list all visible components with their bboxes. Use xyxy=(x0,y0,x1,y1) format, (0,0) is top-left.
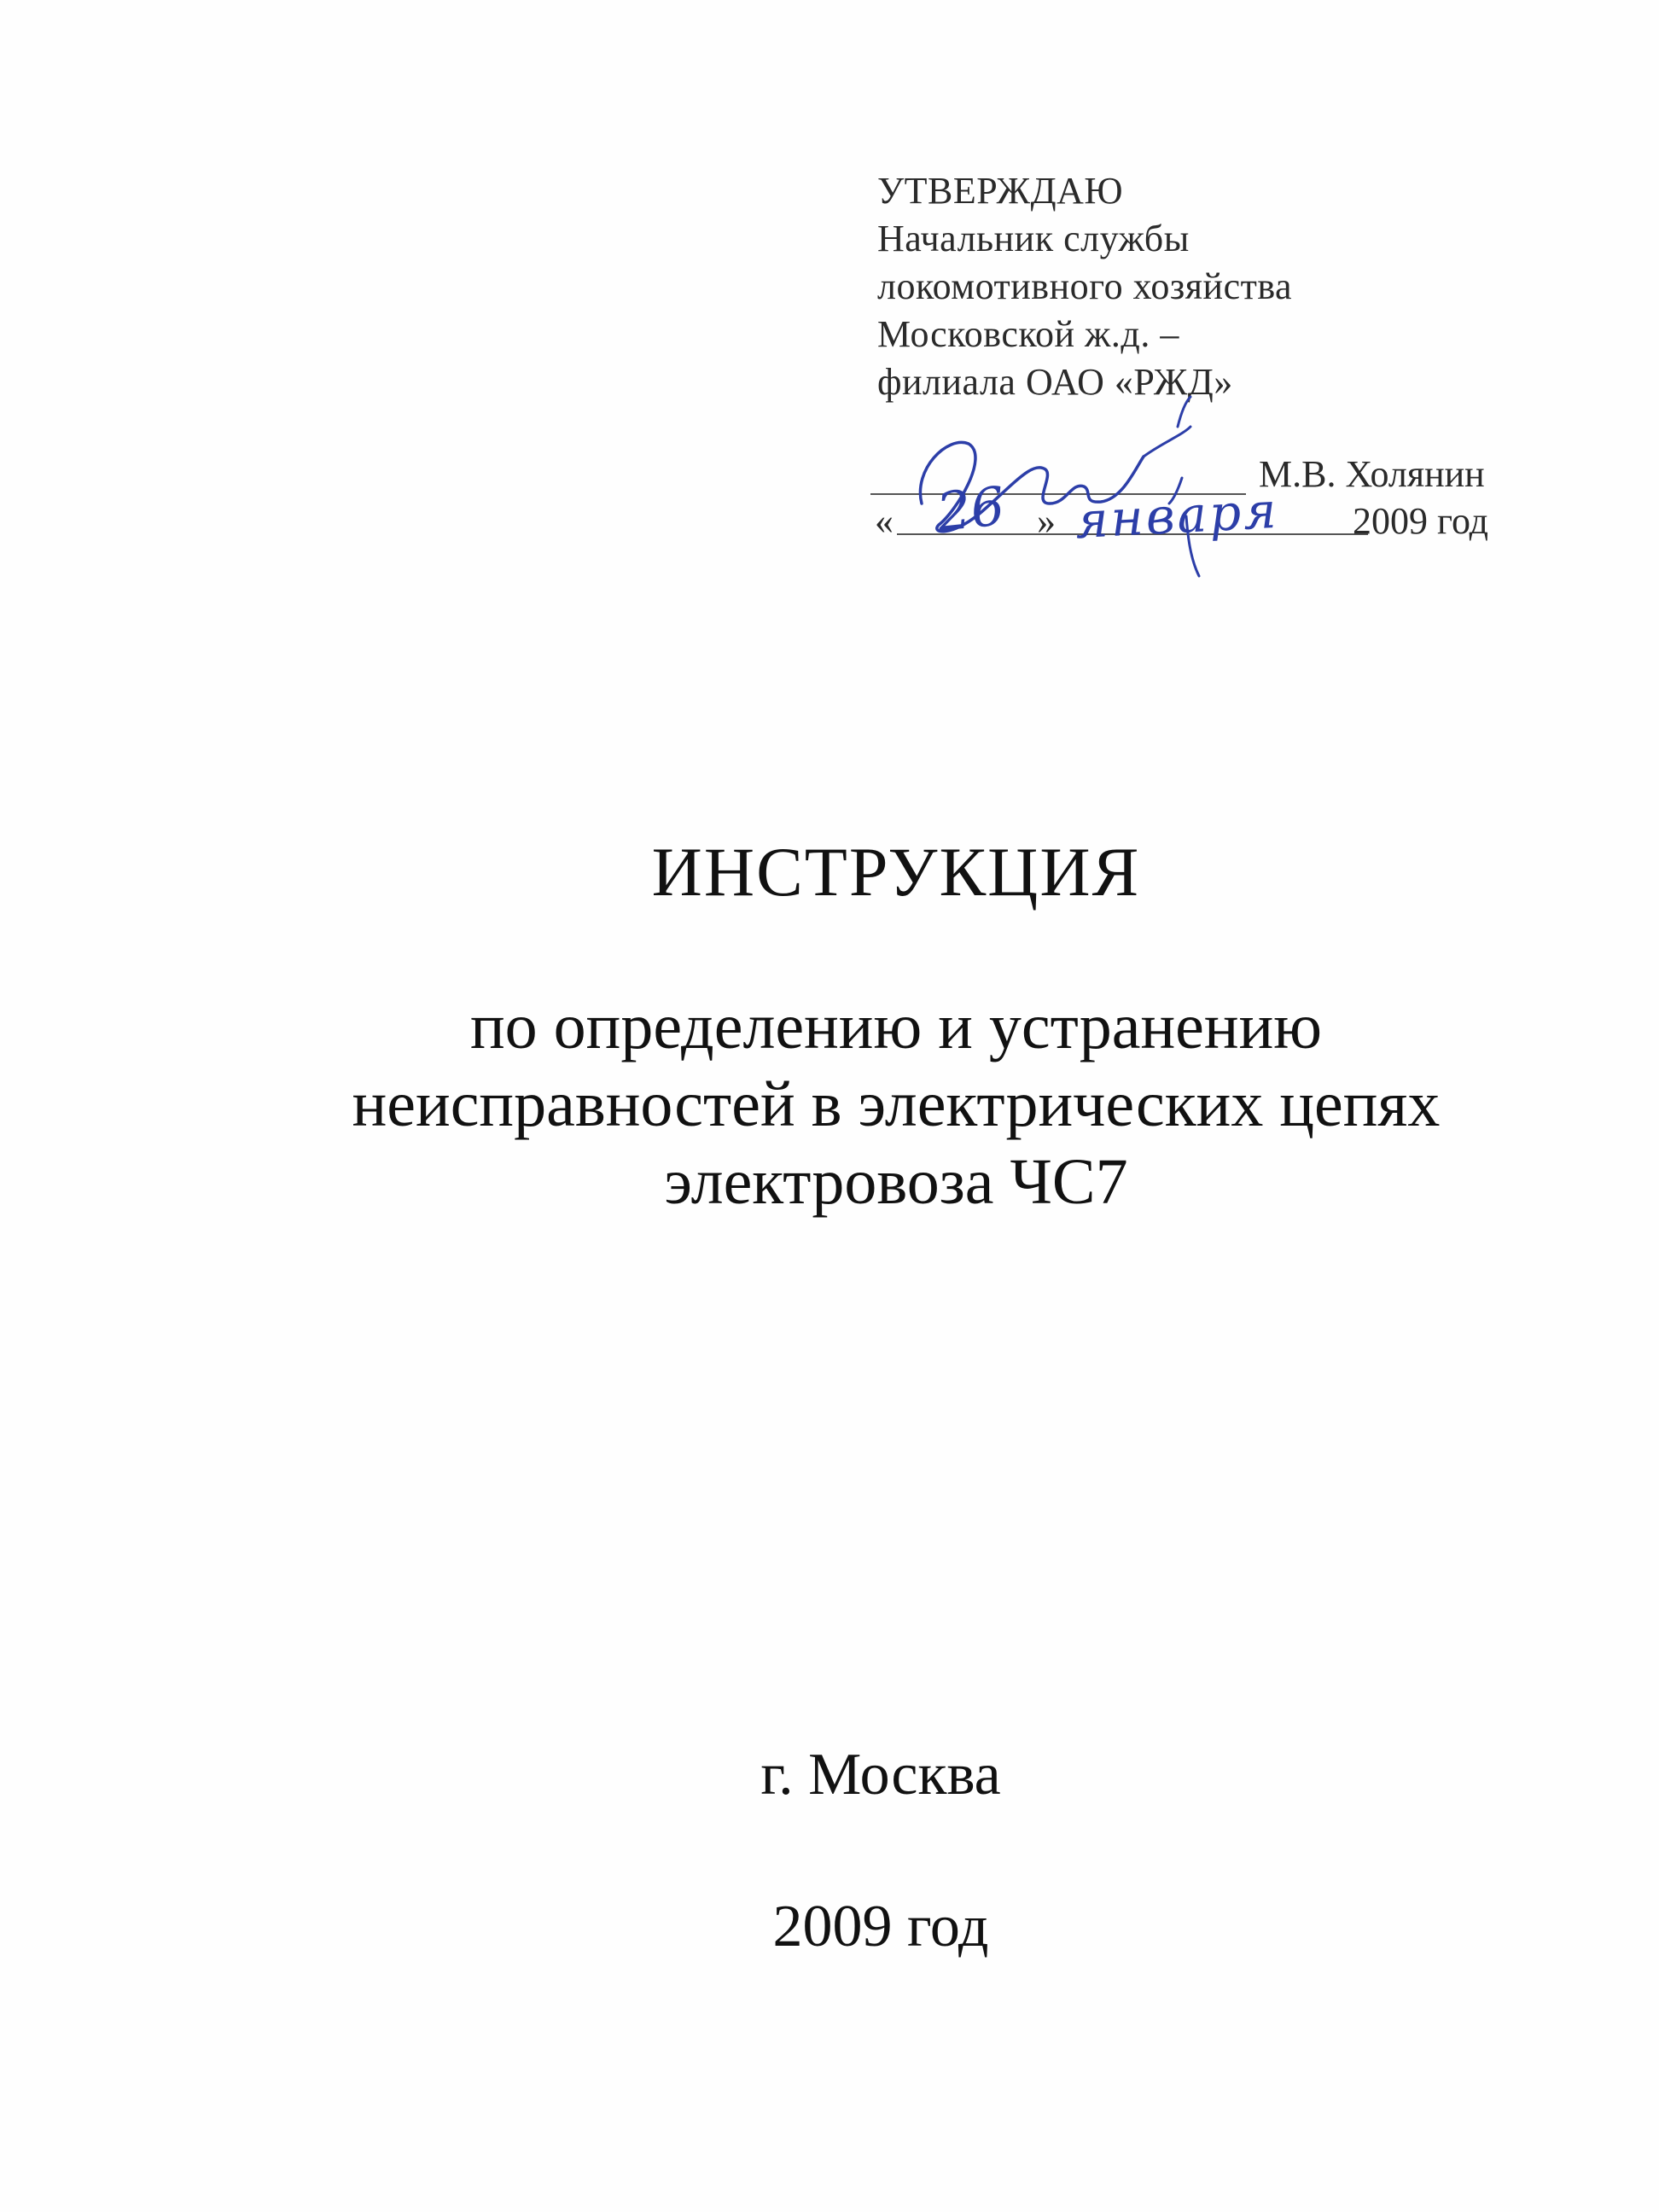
approval-position-line-3: Московской ж.д. – xyxy=(877,313,1179,355)
handwritten-day: 26 xyxy=(934,474,1008,544)
date-quote-open: « xyxy=(875,500,894,542)
approval-block xyxy=(877,167,1628,406)
document-subtitle xyxy=(0,988,1659,1221)
approval-year: 2009 год xyxy=(1353,500,1489,542)
document-city: г. Москва xyxy=(760,1742,1001,1807)
document-year: 2009 год xyxy=(772,1894,989,1959)
approval-heading: УТВЕРЖДАЮ xyxy=(877,170,1124,212)
subtitle-line-3: электровоза ЧС7 xyxy=(664,1146,1128,1218)
approval-position-line-1: Начальник службы xyxy=(877,218,1190,259)
handwritten-month: января xyxy=(1074,480,1281,550)
document-title: ИНСТРУКЦИЯ xyxy=(651,833,1141,911)
subtitle-line-1: по определению и устранению xyxy=(469,991,1323,1062)
approval-position-line-2: локомотивного хозяйства xyxy=(877,265,1293,307)
subtitle-line-2: неисправностей в электрических цепях xyxy=(352,1068,1441,1140)
date-quote-close: » xyxy=(1037,500,1056,542)
signatory-name: М.В. Холянин xyxy=(1259,453,1485,495)
approval-position-line-4: филиала ОАО «РЖД» xyxy=(877,361,1233,403)
